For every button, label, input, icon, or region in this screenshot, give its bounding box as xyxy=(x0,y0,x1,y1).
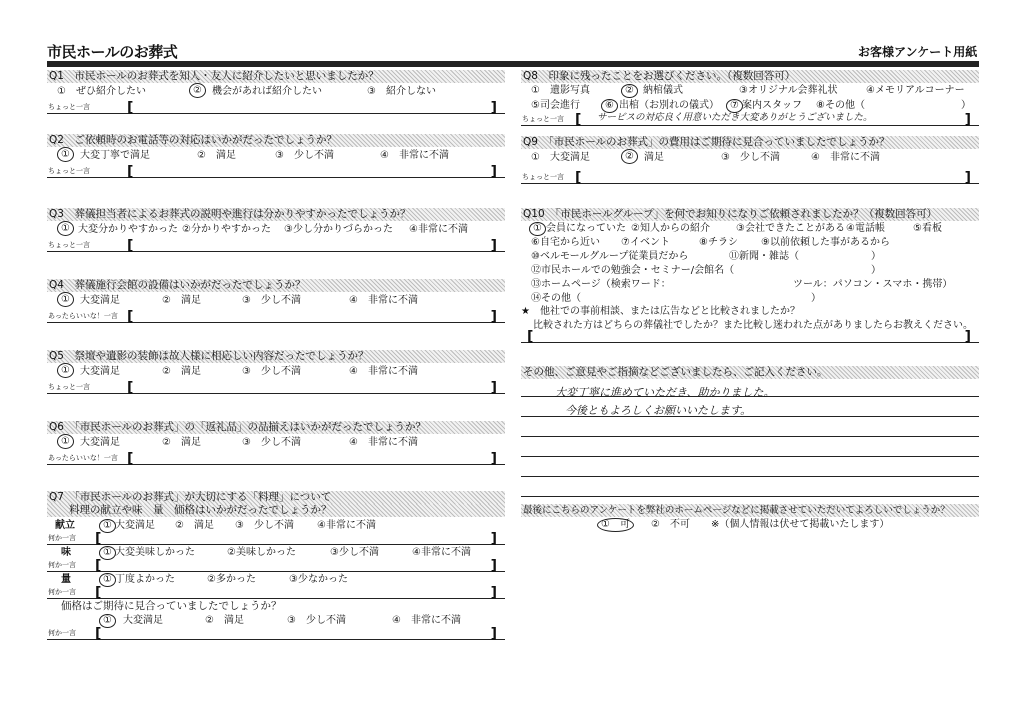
q2-comment-label: ちょっと一言 xyxy=(48,167,90,175)
q6-option-3[interactable]: ③ 少し不満 xyxy=(242,437,301,448)
q4-option-3[interactable]: ③ 少し不満 xyxy=(242,295,301,306)
q4-question: Q4 葬儀施行会館の設備はいかがだったでしょうか？ xyxy=(47,279,505,292)
q1-option-2-circled[interactable]: ② xyxy=(189,83,206,98)
q5-section xyxy=(47,350,505,394)
q10-opt14[interactable]: ⑭その他（ xyxy=(531,293,581,304)
q5-options xyxy=(47,363,505,381)
q10-opt12[interactable]: ⑫市民ホールでの勉強会・セミナー/会館名（ xyxy=(531,265,735,276)
q9-option-1[interactable]: ① 大変満足 xyxy=(531,152,590,163)
q3-question: Q3 葬儀担当者によるお葬式の説明や進行は分かりやすかったでしょうか？ xyxy=(47,208,505,221)
free-handwritten-1: 大変丁寧に進めていただき、助かりました。 xyxy=(555,386,775,399)
q7-taste-opt3[interactable]: ③少し不満 xyxy=(330,547,379,558)
q7-amount-opt1-label: 丁度よかった xyxy=(115,574,175,585)
q10-opt11-close: ） xyxy=(871,251,881,262)
free-line-4[interactable] xyxy=(521,456,979,457)
q7-menu-opt4[interactable]: ④非常に不満 xyxy=(317,520,376,531)
q8-comment-line[interactable]: ちょっと一言 [ サービスの対応良く用意いただき大変ありがとうございました。 ] xyxy=(521,113,979,126)
consent-note: ※（個人情報は伏せて掲載いたします） xyxy=(711,519,890,530)
q4-comment-line[interactable]: あったらいいな！一言 [ ] xyxy=(47,310,505,323)
q7-price-comment-label: 何か一言 xyxy=(48,629,76,637)
q7-price-opt4[interactable]: ④ 非常に不満 xyxy=(392,615,461,626)
q7-amount-comment-label: 何か一言 xyxy=(48,588,76,596)
q10-opt11[interactable]: ⑪新聞・雑誌（ xyxy=(729,251,799,262)
q9-section xyxy=(521,136,979,184)
q7-taste-opt1-label: 大変美味しかった xyxy=(115,547,195,558)
page-title: 市民ホールのお葬式 xyxy=(47,43,178,61)
q3-comment-label: ちょっと一言 xyxy=(48,241,90,249)
q8-opt4[interactable]: ④メモリアルコーナー xyxy=(866,85,965,96)
q6-section xyxy=(47,421,505,465)
q10-comment-line[interactable]: [ ] xyxy=(521,333,979,343)
q3-option-1-label: 大変分かりやすかった xyxy=(78,224,178,235)
q7-question: Q7 「市民ホールのお葬式」が大切にする「料理」について xyxy=(47,491,505,504)
q7-price-opt2[interactable]: ② 満足 xyxy=(205,615,244,626)
q7-row-taste-label: 味 xyxy=(61,547,71,558)
q7-taste-opt4[interactable]: ④非常に不満 xyxy=(412,547,471,558)
q6-option-1-label: 大変満足 xyxy=(80,437,120,448)
q8-opt3[interactable]: ③オリジナル会葬礼状 xyxy=(739,85,838,96)
q4-options xyxy=(47,292,505,310)
q8-opt2-circled[interactable]: ② xyxy=(621,84,638,98)
q5-option-2[interactable]: ② 満足 xyxy=(162,366,201,377)
q6-options xyxy=(47,434,505,452)
q2-option-1-label: 大変丁寧で満足 xyxy=(80,150,150,161)
q10-line1 xyxy=(521,221,979,235)
q10-opt10[interactable]: ⑩ベルモールグループ従業員だから xyxy=(531,251,689,262)
q9-option-2-circled[interactable]: ② xyxy=(621,149,638,164)
q10-opt5[interactable]: ⑤看板 xyxy=(913,223,942,234)
q1-options xyxy=(47,83,505,101)
q10-opt4[interactable]: ④電話帳 xyxy=(846,223,885,234)
q10-opt3[interactable]: ③会社できたことがある xyxy=(736,223,845,234)
q10-line4 xyxy=(521,263,979,277)
free-line-6[interactable] xyxy=(521,496,979,497)
q8-opt7-circled[interactable]: ⑦ xyxy=(726,99,743,113)
free-handwritten-2: 今後ともよろしくお願いいたします。 xyxy=(565,404,752,417)
q7-menu-opt3[interactable]: ③ 少し不満 xyxy=(235,520,294,531)
q8-line2 xyxy=(521,98,979,113)
q2-option-3[interactable]: ③ 少し不満 xyxy=(275,150,334,161)
q10-section xyxy=(521,208,979,343)
q1-option-1[interactable]: ① ぜひ紹介したい xyxy=(57,86,146,97)
q8-line1 xyxy=(521,83,979,98)
q2-option-4[interactable]: ④ 非常に不満 xyxy=(380,150,449,161)
q6-comment-label: あったらいいな！一言 xyxy=(48,454,118,462)
q2-option-2[interactable]: ② 満足 xyxy=(197,150,236,161)
q7-amount-opt1-circled[interactable]: ① xyxy=(99,573,116,587)
q2-section xyxy=(47,134,505,178)
q7-amount-comment-line[interactable]: 何か一言 [ ] xyxy=(47,587,505,599)
q3-option-3[interactable]: ③少し分かりづらかった xyxy=(284,224,393,235)
q8-opt8-close: ） xyxy=(961,100,971,111)
q8-opt8[interactable]: ⑧その他（ xyxy=(816,100,865,111)
q6-question: Q6 「市民ホールのお葬式」の「返礼品」の品揃えはいかがだったでしょうか？ xyxy=(47,421,505,434)
q10-opt14-close: ） xyxy=(811,293,821,304)
q1-comment-label: ちょっと一言 xyxy=(48,103,90,111)
q7-row-taste xyxy=(47,545,505,560)
q8-opt6-label: 出棺（お別れの儀式） xyxy=(619,100,719,111)
q1-question: Q1 市民ホールのお葬式を知人・友人に紹介したいと思いましたか？ xyxy=(47,70,505,83)
q5-question: Q5 祭壇や遺影の装飾は故人様に相応しい内容だったでしょうか？ xyxy=(47,350,505,363)
q1-comment-line[interactable]: ちょっと一言 [ ] xyxy=(47,101,505,114)
q10-opt1-label: 会員になっていた xyxy=(546,223,626,234)
q1-option-3[interactable]: ③ 紹介しない xyxy=(367,86,436,97)
q8-opt2-label: 納棺儀式 xyxy=(643,85,683,96)
q2-comment-line[interactable]: ちょっと一言 [ ] xyxy=(47,165,505,178)
q5-option-1-circled[interactable]: ① xyxy=(57,363,74,378)
q7-menu-comment-line[interactable]: 何か一言 [ ] xyxy=(47,533,505,545)
q7-taste-comment-line[interactable]: 何か一言 [ ] xyxy=(47,560,505,572)
q5-comment-label: ちょっと一言 xyxy=(48,383,90,391)
q10-opt13[interactable]: ⑬ホームページ（検索ワード： xyxy=(531,279,671,290)
q7-price-comment-line[interactable]: 何か一言 [ ] xyxy=(47,628,505,640)
q10-opt13-tool: ツール：パソコン・スマホ・携帯） xyxy=(793,279,953,290)
q7-row-amount xyxy=(47,572,505,587)
q9-options xyxy=(521,149,979,167)
q7-menu-comment-label: 何か一言 xyxy=(48,534,76,542)
q3-comment-line[interactable]: ちょっと一言 [ ] xyxy=(47,239,505,252)
q7-taste-comment-label: 何か一言 xyxy=(48,561,76,569)
q2-question: Q2 ご依頼時のお電話等の対応はいかがだったでしょうか？ xyxy=(47,134,505,147)
free-comment-question: その他、ご意見やご指摘などございましたら、ご記入ください。 xyxy=(521,366,979,379)
q9-option-3[interactable]: ③ 少し不満 xyxy=(721,152,780,163)
q10-opt6[interactable]: ⑥自宅から近い xyxy=(531,237,600,248)
q8-opt6-circled[interactable]: ⑥ xyxy=(601,99,618,113)
q10-opt7[interactable]: ⑦イベント xyxy=(621,237,670,248)
q6-comment-line[interactable]: あったらいいな！一言 [ ] xyxy=(47,452,505,465)
q10-opt2[interactable]: ②知人からの紹介 xyxy=(631,223,710,234)
header-rule xyxy=(47,61,979,67)
q2-options xyxy=(47,147,505,165)
q7-price-opt1-circled[interactable]: ① xyxy=(99,614,116,628)
q5-option-3[interactable]: ③ 少し不満 xyxy=(242,366,301,377)
q10-opt9[interactable]: ⑨以前依頼した事があるから xyxy=(761,237,890,248)
q1-section xyxy=(47,70,505,114)
q10-star-question: ★ 他社での事前相談、または広告などと比較されましたか？ xyxy=(521,306,800,317)
q10-line6 xyxy=(521,291,979,305)
consent-yes-circled[interactable]: ① 可 xyxy=(597,518,634,532)
q10-opt8[interactable]: ⑧チラシ xyxy=(699,237,738,248)
q7-row-menu-label: 献立 xyxy=(55,520,75,531)
q9-comment-label: ちょっと一言 xyxy=(522,173,564,181)
q10-line3 xyxy=(521,249,979,263)
q9-comment-line[interactable]: ちょっと一言 [ ] xyxy=(521,171,979,184)
q7-amount-opt2[interactable]: ②多かった xyxy=(207,574,256,585)
consent-question: 最後にこちらのアンケートを弊社のホームページなどに掲載させていただいてよろしいでしょうか？ xyxy=(521,504,979,517)
form-name: お客様アンケート用紙 xyxy=(858,45,978,59)
q4-option-1-circled[interactable]: ① xyxy=(57,292,74,307)
q8-section xyxy=(521,70,979,126)
q7-price-opt1-label: 大変満足 xyxy=(123,615,163,626)
q8-opt1[interactable]: ① 遺影写真 xyxy=(531,85,590,96)
q8-handwritten-comment: サービスの対応良く用意いただき大変ありがとうございました。 xyxy=(597,112,873,123)
q10-line5 xyxy=(521,277,979,291)
q6-option-4[interactable]: ④ 非常に不満 xyxy=(349,437,418,448)
q6-option-1-circled[interactable]: ① xyxy=(57,434,74,449)
q9-option-4[interactable]: ④ 非常に不満 xyxy=(811,152,880,163)
consent-options xyxy=(521,517,979,532)
q8-comment-label: ちょっと一言 xyxy=(522,115,564,123)
q7-question-line2: 料理の献立や味 量 価格はいかがだったでしょうか？ xyxy=(47,504,505,517)
q10-question: Q10 「市民ホールグループ」を何でお知りになりご依頼されましたか？（複数回答可） xyxy=(521,208,979,221)
q3-option-1-circled[interactable]: ① xyxy=(57,221,74,236)
q4-section xyxy=(47,279,505,323)
q8-opt5[interactable]: ⑤司会進行 xyxy=(531,100,580,111)
q8-opt7-label: 案内スタッフ xyxy=(742,100,802,111)
q4-option-1-label: 大変満足 xyxy=(80,295,120,306)
q7-price-question: 価格はご期待に見合っていましたでしょうか？ xyxy=(61,600,282,612)
q8-question: Q8 印象に残ったことをお選びください。（複数回答可） xyxy=(521,70,979,83)
q5-comment-line[interactable]: ちょっと一言 [ ] xyxy=(47,381,505,394)
free-comment-section xyxy=(521,366,979,417)
q10-line2 xyxy=(521,235,979,249)
q3-options xyxy=(47,221,505,239)
q7-amount-opt3[interactable]: ③少なかった xyxy=(289,574,348,585)
q7-row-menu xyxy=(47,518,505,533)
q3-option-4[interactable]: ④非常に不満 xyxy=(409,224,468,235)
q7-row-amount-label: 量 xyxy=(61,574,71,585)
q10-star-question-line2: 比較された方はどちらの葬儀社でしたか？また比較し迷われた点がありましたらお教えください。 xyxy=(533,320,973,331)
q7-price-opt3[interactable]: ③ 少し不満 xyxy=(287,615,346,626)
q6-option-2[interactable]: ② 満足 xyxy=(162,437,201,448)
q5-option-4[interactable]: ④ 非常に不満 xyxy=(349,366,418,377)
free-line-5[interactable] xyxy=(521,476,979,477)
q10-opt12-close: ） xyxy=(871,265,881,276)
q3-section xyxy=(47,208,505,252)
q4-option-2[interactable]: ② 満足 xyxy=(162,295,201,306)
q7-taste-opt2[interactable]: ②美味しかった xyxy=(227,547,296,558)
q4-comment-label: あったらいいな！一言 xyxy=(48,312,118,320)
q7-section xyxy=(47,491,505,640)
q10-opt1-circled[interactable]: ① xyxy=(529,222,546,236)
q7-menu-opt1-circled[interactable]: ① xyxy=(99,519,116,533)
free-line-3[interactable] xyxy=(521,436,979,437)
q7-menu-opt1-label: 大変満足 xyxy=(115,520,155,531)
q3-option-2[interactable]: ②分かりやすかった xyxy=(182,224,271,235)
q2-option-1-circled[interactable]: ① xyxy=(57,147,74,162)
q1-option-2-label: 機会があれば紹介したい xyxy=(212,86,322,97)
q9-option-2-label: 満足 xyxy=(644,152,664,163)
q7-menu-opt2[interactable]: ② 満足 xyxy=(175,520,214,531)
q9-question: Q9 「市民ホールのお葬式」の費用はご期待に見合っていましたでしょうか？ xyxy=(521,136,979,149)
q5-option-1-label: 大変満足 xyxy=(80,366,120,377)
consent-section xyxy=(521,504,979,532)
q4-option-4[interactable]: ④ 非常に不満 xyxy=(349,295,418,306)
q7-price-options xyxy=(47,613,505,628)
q7-taste-opt1-circled[interactable]: ① xyxy=(99,546,116,560)
consent-no[interactable]: ② 不可 xyxy=(651,519,690,530)
